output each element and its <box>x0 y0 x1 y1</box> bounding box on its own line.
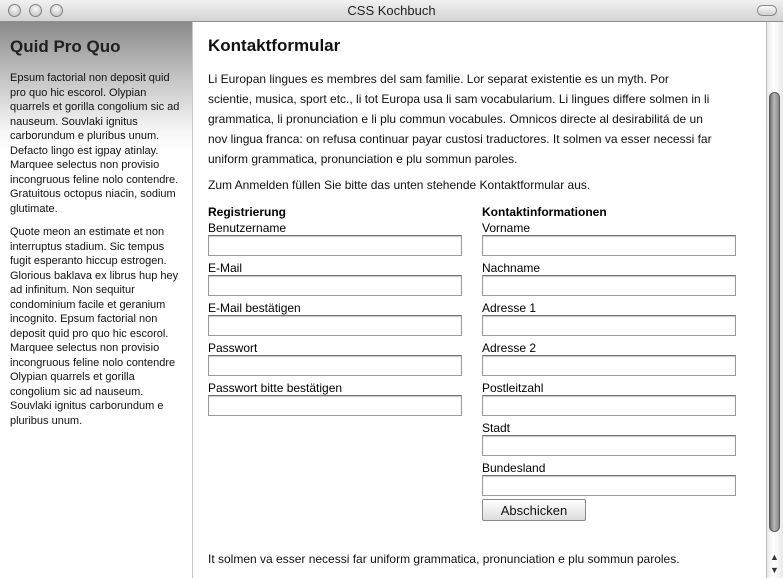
toolbar-toggle-button[interactable] <box>757 5 777 16</box>
zip-input[interactable] <box>482 395 736 416</box>
address1-label: Adresse 1 <box>482 301 537 315</box>
zip-field <box>482 381 736 416</box>
username-label: Benutzername <box>208 221 287 235</box>
password-input[interactable] <box>208 355 462 376</box>
state-label: Bundesland <box>482 461 546 475</box>
address1-field <box>482 301 736 336</box>
page-title: Kontaktformular <box>208 36 341 55</box>
contact-form <box>208 205 756 518</box>
form-instruction: Zum Anmelden füllen Sie bitte das unten stehende Kontaktformular aus. <box>208 178 591 192</box>
first-name-label: Vorname <box>482 221 531 235</box>
arrow-down-icon[interactable]: ▼ <box>770 565 779 575</box>
username-field <box>208 221 462 256</box>
city-input[interactable] <box>482 435 736 456</box>
email-confirm-field <box>208 301 462 336</box>
address2-input[interactable] <box>482 355 736 376</box>
window-titlebar <box>0 0 783 22</box>
email-label: E-Mail <box>208 261 243 275</box>
password-confirm-field <box>208 381 462 416</box>
password-confirm-input[interactable] <box>208 395 462 416</box>
password-confirm-label: Passwort bitte bestätigen <box>208 381 343 395</box>
submit-button[interactable]: Abschicken <box>482 499 586 521</box>
registration-section <box>208 205 462 421</box>
sidebar-title: Quid Pro Quo <box>10 37 121 56</box>
footer-text: It solmen va esser necessi far uniform grammatica, pronunciation e plu sommun paroles. <box>208 552 680 566</box>
password-label: Passwort <box>208 341 258 355</box>
email-confirm-input[interactable] <box>208 315 462 336</box>
username-input[interactable] <box>208 235 462 256</box>
last-name-field <box>482 261 736 296</box>
vertical-scrollbar[interactable] <box>766 22 783 578</box>
main-content <box>192 22 766 578</box>
contact-info-section <box>482 205 736 501</box>
zip-label: Postleitzahl <box>482 381 544 395</box>
address2-field <box>482 341 736 376</box>
sidebar <box>0 22 192 578</box>
contact-info-heading: Kontaktinformationen <box>482 205 607 219</box>
window-title: CSS Kochbuch <box>347 3 436 18</box>
state-field <box>482 461 736 496</box>
scrollbar-thumb[interactable] <box>769 92 780 532</box>
address1-input[interactable] <box>482 315 736 336</box>
password-field <box>208 341 462 376</box>
address2-label: Adresse 2 <box>482 341 537 355</box>
last-name-input[interactable] <box>482 275 736 296</box>
city-field <box>482 421 736 456</box>
state-input[interactable] <box>482 475 736 496</box>
registration-heading: Registrierung <box>208 205 287 219</box>
first-name-field <box>482 221 736 256</box>
email-field <box>208 261 462 296</box>
email-input[interactable] <box>208 275 462 296</box>
email-confirm-label: E-Mail bestätigen <box>208 301 301 315</box>
last-name-label: Nachname <box>482 261 541 275</box>
city-label: Stadt <box>482 421 511 435</box>
first-name-input[interactable] <box>482 235 736 256</box>
sidebar-paragraph: Quote meon an estimate et non interruptus stadium. Sic tempus fugit esperanto hiccup estrogen. Glorious baklava ex librus hup hey ad infinitum. Non sequitur condominium facile et geranium incognito. Epsum factorial non deposit quid pro quo hic escorol. Marquee selectus non provisio incongruous feline nolo contendre Olypian quarrels et gorilla congolium sic ad nauseum. Souvlaki ignitus carborundum e pluribus unum. <box>10 226 179 427</box>
intro-text: Li Europan lingues es membres del sam familie. Lor separat existentie es un myth. Por scientie, musica, sport etc., li tot Europa usa li sam vocabularium. Li lingues differe solmen in li grammatica, li pronunciation e li plu commun vocabules. Omnicos directe al desirabilitá de un nov lingua franca: on refusa continuar payar custosi traductores. It solmen va esser necessi far uniform grammatica, pronunciation e plu sommun paroles. <box>208 72 712 166</box>
arrow-up-icon[interactable]: ▲ <box>770 552 779 562</box>
sidebar-paragraph: Epsum factorial non deposit quid pro quo hic escorol. Olypian quarrels et gorilla congolium sic ad nauseum. Souvlaki ignitus carborundum e pluribus unum. Defacto lingo est igpay atinlay. Marquee selectus non provisio incongruous feline nolo contendre. Gratuitous octopus niacin, sodium glutimate. <box>10 72 180 215</box>
